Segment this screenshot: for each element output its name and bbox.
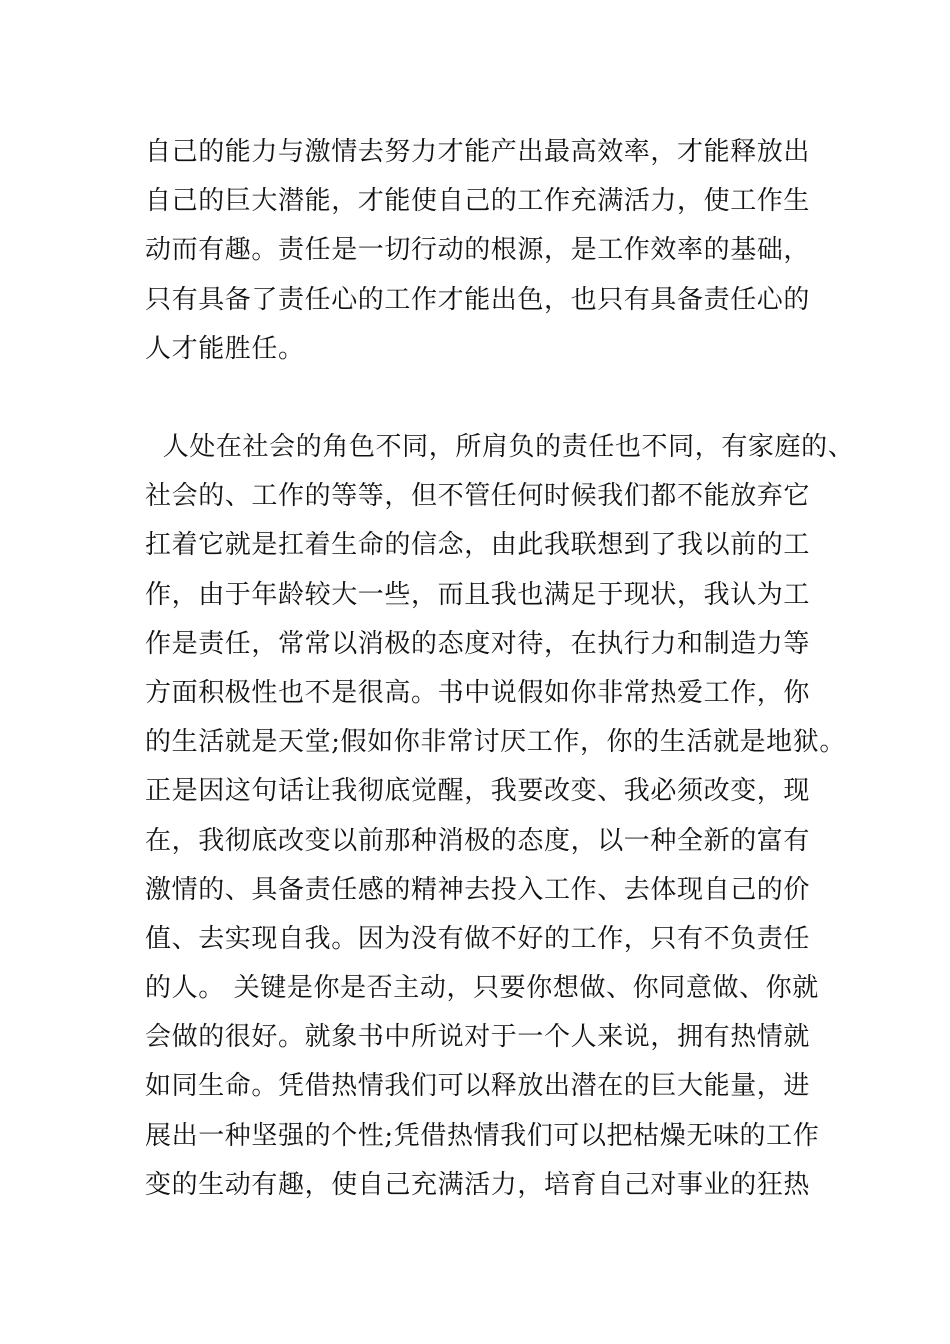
text-line: 只有具备了责任心的工作才能出色，也只有具备责任心的 [145,284,811,315]
text-line: 自己的巨大潜能，才能使自己的工作充满活力，使工作生 [145,186,811,217]
text-line: 扛着它就是扛着生命的信念，由此我联想到了我以前的工 [145,530,811,561]
text-line: 人才能胜任。 [145,333,305,364]
text-line: 方面积极性也不是很高。书中说假如你非常热爱工作，你 [145,677,811,708]
text-line: 激情的、具备责任感的精神去投入工作、去体现自己的价 [145,874,811,905]
text-line: 在，我彻底改变以前那种消极的态度，以一种全新的富有 [145,825,811,856]
text-line: 正是因这句话让我彻底觉醒，我要改变、我必须改变，现 [145,776,811,807]
text-line: 变的生动有趣，使自己充满活力，培育自己对事业的狂热 [145,1169,811,1200]
text-line: 作是责任，常常以消极的态度对待，在执行力和制造力等 [145,628,811,659]
paragraph-1 [145,128,845,374]
text-line: 人处在社会的角色不同，所肩负的责任也不同，有家庭的、 [145,432,855,462]
text-line: 会做的很好。就象书中所说对于一个人来说，拥有热情就 [145,1022,811,1053]
text-line: 如同生命。凭借热情我们可以释放出潜在的巨大能量，进 [145,1071,811,1102]
paragraph-2 [145,423,855,1210]
text-line: 作，由于年龄较大一些，而且我也满足于现状，我认为工 [145,579,811,610]
text-line: 值、去实现自我。因为没有做不好的工作，只有不负责任 [145,923,811,954]
text-line: 的生活就是天堂;假如你非常讨厌工作，你的生活就是地狱。 [145,727,846,758]
text-line: 展出一种坚强的个性;凭借热情我们可以把枯燥无味的工作 [145,1120,820,1151]
text-line: 社会的、工作的等等，但不管任何时候我们都不能放弃它 [145,481,811,512]
text-line: 动而有趣。责任是一切行动的根源，是工作效率的基础， [145,235,811,266]
text-line: 自己的能力与激情去努力才能产出最高效率，才能释放出 [145,137,811,167]
text-line: 的人。 关键是你是否主动，只要你想做、你同意做、你就 [145,973,819,1004]
